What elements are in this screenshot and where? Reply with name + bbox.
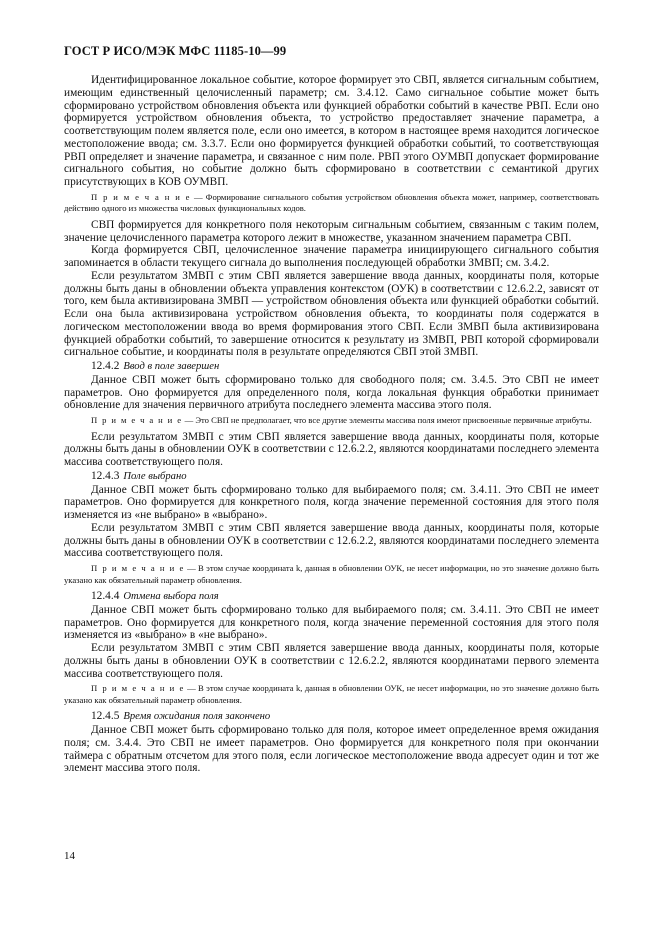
paragraph: Если результатом ЗМВП с этим СВП является завершение ввода данных, координаты поля, которые должны быть даны в обновлении объекта управления контекстом (ОУК) в соответствии с 12.6.2.2, зависят от того, кем была активизирована ЗМВП — устройством обновления объекта или функцией обработки событий. Если она была активизирована устройством обновления объекта, то координаты поля содержатся в логическом местоположении ввода во время формирования этого СВП. Если ЗМВП была активизирована функцией обработки событий, то завершение относится к результату из ЗМВП, РВП которой сформировали сигнальное событие, и координаты поля в результате определяются СВП этой ЗМВП. [64, 269, 599, 359]
note [64, 192, 599, 215]
note-text: — Формирование сигнального события устройством обновления объекта может, например, соответствовать действию одного из множества числовых функциональных кодов. [64, 191, 599, 214]
section-title: Отмена выбора поля [123, 591, 219, 602]
paragraph: Если результатом ЗМВП с этим СВП является завершение ввода данных, координаты поля, которые должны быть даны в обновлении ОУК в соответствии с 12.6.2.2, являются координатами последнего элемента массива соответствующего поля. [64, 521, 599, 560]
section-title: Время ожидания поля закончено [123, 711, 271, 723]
paragraph: Когда формируется СВП, целочисленное значение параметра инициирующего сигнального события запоминается в области текущего сигнала до выполнения последующей обработки ЗМВП; см. 3.4.2. [64, 244, 599, 269]
note-label: П р и м е ч а н и е [91, 563, 185, 573]
paragraph: Данное СВП может быть сформировано только для выбираемого поля; см. 3.4.11. Это СВП не имеет параметров. Оно формируется для конкретного поля, когда значение переменной состояния для этого поля изменяется из «выбрано» в «не выбрано». [64, 603, 599, 642]
note-text: — Это СВП не предполагает, что все другие элементы массива поля имеют присвоенные первичные атрибуты. [182, 415, 592, 425]
note-label: П р и м е ч а н и е [91, 683, 185, 694]
note-text: — В этом случае координата k, данная в обновлении ОУК, не несет информации, но это значение должно быть указано как обязательный параметр обновления. [64, 563, 599, 585]
section-number: 12.4.4 [91, 590, 120, 602]
paragraph: Если результатом ЗМВП с этим СВП является завершение ввода данных, координаты поля, которые должны быть даны в обновлении ОУК в соответствии с 12.6.2.2, являются координатами последнего элемента массива соответствующего поля. [64, 430, 599, 468]
paragraph: СВП формируется для конкретного поля некоторым сигнальным событием, связанным с таким полем, значение целочисленного параметра которого лежит в множестве, указанном значением параметра СВП. [64, 218, 599, 244]
section-title: Ввод в поле завершен [123, 361, 220, 372]
note [64, 683, 599, 706]
note [64, 563, 599, 586]
paragraph: Если результатом ЗМВП с этим СВП является завершение ввода данных, координаты поля, которые должны быть даны в обновлении ОУК в соответствии с 12.6.2.2, являются координатами первого элемента массива соответствующего поля. [64, 642, 599, 680]
note [64, 415, 599, 427]
paragraph: Идентифицированное локальное событие, которое формирует это СВП, является сигнальным событием, имеющим единственный целочисленный параметр; см. 3.4.12. Само сигнальное событие может быть сформировано устройством обновления объекта или функцией обработки событий в качестве РВП. Если оно формируется устройством обновления объекта, то устройство предоставляет значение параметра, а соответствующим полем является поле, если оно имеется, в котором в настоящее время находится логическое местоположение ввода; см. 3.3.7. Если оно формируется функцией обработки событий, то соответствующая РВП определяет и значение параметра, и связанное с ним поле. РВП этого ОУМВП допускает формирование сигнального события, но событие должно быть сформировано в соответствии с семантикой других присутствующих в КОВ ОУМВП. [64, 74, 599, 188]
section-number: 12.4.3 [91, 469, 120, 482]
section-heading [64, 710, 599, 724]
section-number: 12.4.2 [91, 360, 120, 372]
section-heading [64, 360, 599, 374]
section-heading [64, 590, 599, 604]
note-label: П р и м е ч а н и е [91, 415, 183, 425]
section-heading [64, 470, 599, 484]
document-body [64, 74, 599, 775]
paragraph: Данное СВП может быть сформировано только для поля, которое имеет определенное время ожидания поля; см. 3.4.4. Это СВП не имеет параметров. Оно формируется для конкретного поля при окончании таймера с обратным отсчетом для этого поля, если логическое местоположение ввода адресует один и тот же элемент массива этого поля. [64, 724, 599, 775]
section-number: 12.4.5 [91, 710, 120, 723]
section-title: Поле выбрано [123, 470, 187, 482]
paragraph: Данное СВП может быть сформировано только для свободного поля; см. 3.4.5. Это СВП не имеет параметров. Оно формируется для определенного поля, когда локальная функция обработки принимает обновление для значения первичного атрибута последнего элемента массива этого поля. [64, 373, 599, 412]
note-text: — В этом случае координата k, данная в обновлении ОУК, не несет информации, но это значение должно быть указано как обязательный параметр обновления. [64, 683, 599, 705]
page-number: 14 [64, 850, 75, 862]
note-label: П р и м е ч а н и е [91, 191, 191, 202]
standard-header: ГОСТ Р ИСО/МЭК МФС 11185-10—99 [64, 44, 287, 58]
paragraph: Данное СВП может быть сформировано только для выбираемого поля; см. 3.4.11. Это СВП не имеет параметров. Оно формируется для конкретного поля, когда значение переменной состояния для этого поля изменяется из «не выбрано» в «выбрано». [64, 483, 599, 521]
